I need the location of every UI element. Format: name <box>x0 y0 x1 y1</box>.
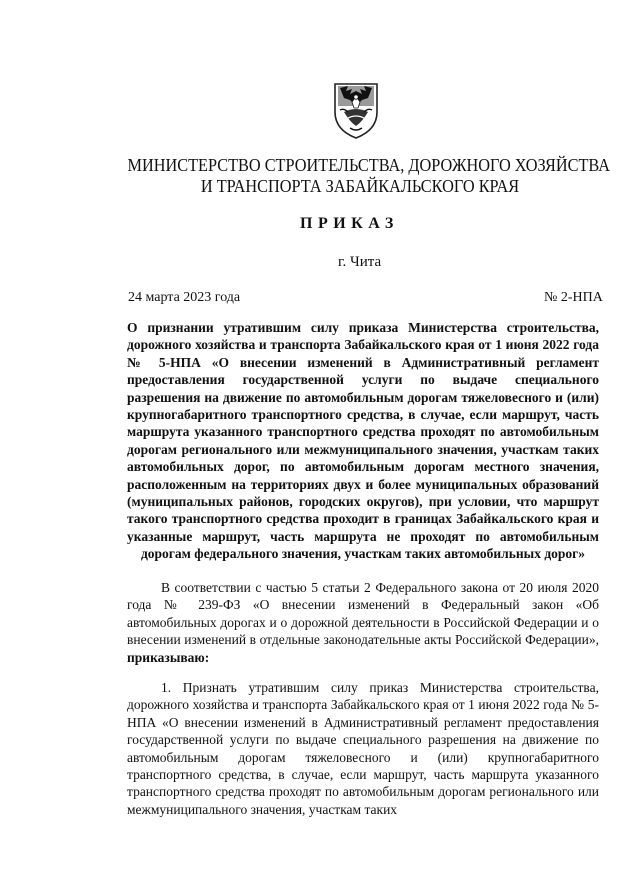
preamble-paragraph <box>127 579 599 666</box>
city-label: г. Чита <box>338 254 382 270</box>
item-1-paragraph: 1. Признать утратившим силу приказ Министерства строительства, дорожного хозяйства и транспорта Забайкальского края от 1 июня 2022 года № 5-НПА «О внесении изменений в Административный регламент предоставления государственной услуги по выдаче специального разрешения на движение по автомобильным дорогам тяжеловесного и (или) крупногабаритного транспортного средства, в случае, если маршрут, часть маршрута указанного транспортного средства проходят по автомобильным дорогам регионального или межмуниципального значения, участкам таких <box>127 680 599 817</box>
order-word: приказываю: <box>127 649 210 665</box>
ministry-name-line-2: И ТРАНСПОРТА ЗАБАЙКАЛЬСКОГО КРАЯ <box>200 176 520 196</box>
document-type-heading: ПРИКАЗ <box>300 215 399 232</box>
document-number: № 2-НПА <box>544 290 603 305</box>
coat-of-arms-icon <box>332 82 380 140</box>
document-date: 24 марта 2023 года <box>128 290 241 305</box>
ministry-name-line-1: МИНИСТЕРСТВО СТРОИТЕЛЬСТВА, ДОРОЖНОГО ХОЗЯЙСТВА <box>127 155 610 175</box>
preamble-text: В соответствии с частью 5 статьи 2 Федерального закона от 20 июля 2020 года № 239-ФЗ «О внесении изменений в Федеральный закон «Об автомобильных дорогах и о дорожной деятельности в Российской Федерации и о внесении изменений в отдельные законодательные акты Российской Федерации», <box>127 580 599 648</box>
ministry-name <box>127 155 610 197</box>
document-title: О признании утратившим силу приказа Министерства строительства, дорожного хозяйства и транспорта Забайкальского края от 1 июня 2022 года № 5-НПА «О внесении изменений в Административный регламент предоставления государственной услуги по выдаче специального разрешения на движение по автомобильным дорогам тяжеловесного и (или) крупногабаритного транспортного средства, в случае, если маршрут, часть маршрута указанного транспортного средства проходят по автомобильным дорогам регионального или межмуниципального значения, участкам таких автомобильных дорог, по автомобильным дорогам местного значения, расположенным на территориях двух и более муниципальных образований (муниципальных районов, городских округов), при условии, что маршрут такого транспортного средства проходит в границах Забайкальского края и указанные маршрут, часть маршрута не проходят по автомобильным дорогам федерального значения, участкам таких автомобильных дорог» <box>127 320 599 562</box>
